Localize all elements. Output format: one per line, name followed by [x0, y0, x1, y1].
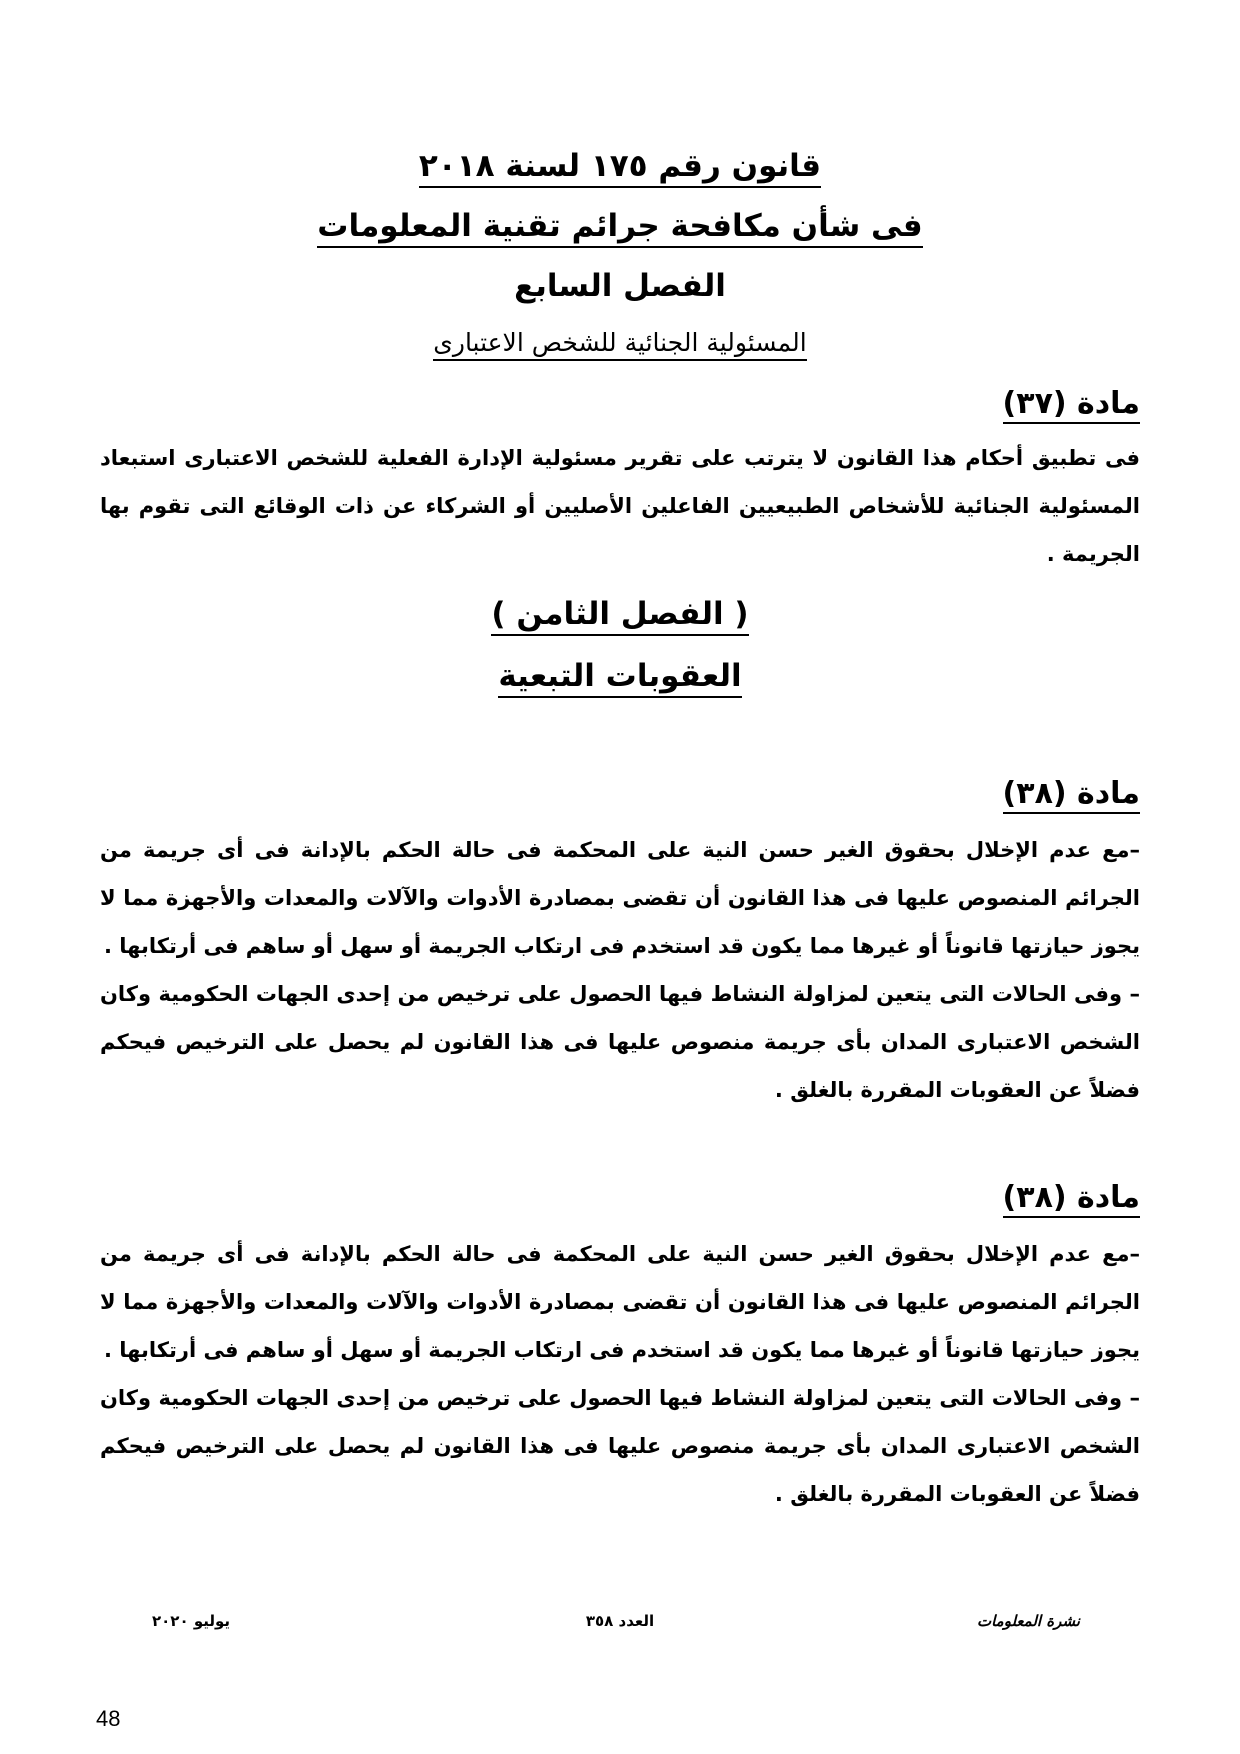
article-38-body: [100, 826, 1140, 1114]
footer-issue: العدد ٣٥٨: [585, 1612, 655, 1630]
article-38-repeat-title: مادة (٣٨): [1003, 1180, 1140, 1218]
footer-publication: نشرة المعلومات: [976, 1612, 1080, 1630]
law-title: قانون رقم ١٧٥ لسنة ٢٠١٨: [0, 148, 1240, 188]
article-37-title: مادة (٣٧): [1003, 386, 1140, 424]
page-number: 48: [96, 1706, 121, 1731]
article-38-repeat-paragraph-2: – وفى الحالات التى يتعين لمزاولة النشاط فيها الحصول على ترخيص من إحدى الجهات الحكومية وكان الشخص الاعتبارى المدان بأى جريمة منصوص عليها فى هذا القانون لم يحصل على الترخيص فيحكم فضلاً عن العقوبات المقررة بالغلق .: [100, 1386, 1140, 1506]
footer-date: يوليو ٢٠٢٠: [152, 1612, 231, 1630]
chapter-7-subtitle: المسئولية الجنائية للشخص الاعتبارى: [0, 328, 1240, 361]
chapter-7-title: الفصل السابع: [514, 268, 726, 304]
article-38-paragraph-1: –مع عدم الإخلال بحقوق الغير حسن النية على المحكمة فى حالة الحكم بالإدانة فى أى جريمة من الجرائم المنصوص عليها فى هذا القانون أن تقضى بمصادرة الأدوات والآلات والمعدات والأجهزة مما لا يجوز حيازتها قانوناً أو غيرها مما يكون قد استخدم فى ارتكاب الجريمة أو سهل أو ساهم فى أرتكابها .: [100, 838, 1140, 958]
article-38-paragraph-2: – وفى الحالات التى يتعين لمزاولة النشاط فيها الحصول على ترخيص من إحدى الجهات الحكومية وكان الشخص الاعتبارى المدان بأى جريمة منصوص عليها فى هذا القانون لم يحصل على الترخيص فيحكم فضلاً عن العقوبات المقررة بالغلق .: [100, 982, 1140, 1102]
law-subject: فى شأن مكافحة جرائم تقنية المعلومات: [0, 208, 1240, 248]
article-38-title: مادة (٣٨): [1003, 776, 1140, 814]
article-38-repeat-paragraph-1: –مع عدم الإخلال بحقوق الغير حسن النية على المحكمة فى حالة الحكم بالإدانة فى أى جريمة من الجرائم المنصوص عليها فى هذا القانون أن تقضى بمصادرة الأدوات والآلات والمعدات والأجهزة مما لا يجوز حيازتها قانوناً أو غيرها مما يكون قد استخدم فى ارتكاب الجريمة أو سهل أو ساهم فى أرتكابها .: [100, 1242, 1140, 1362]
article-38-repeat-body: [100, 1230, 1140, 1518]
chapter-8-title: ( الفصل الثامن ): [0, 596, 1240, 636]
chapter-8-subtitle: العقوبات التبعية: [0, 658, 1240, 698]
article-37-paragraph: فى تطبيق أحكام هذا القانون لا يترتب على تقرير مسئولية الإدارة الفعلية للشخص الاعتبارى استبعاد المسئولية الجنائية للأشخاص الطبيعيين الفاعلين الأصليين أو الشركاء عن ذات الوقائع التى تقوم بها الجريمة .: [100, 446, 1140, 566]
article-37-body: [100, 434, 1140, 578]
